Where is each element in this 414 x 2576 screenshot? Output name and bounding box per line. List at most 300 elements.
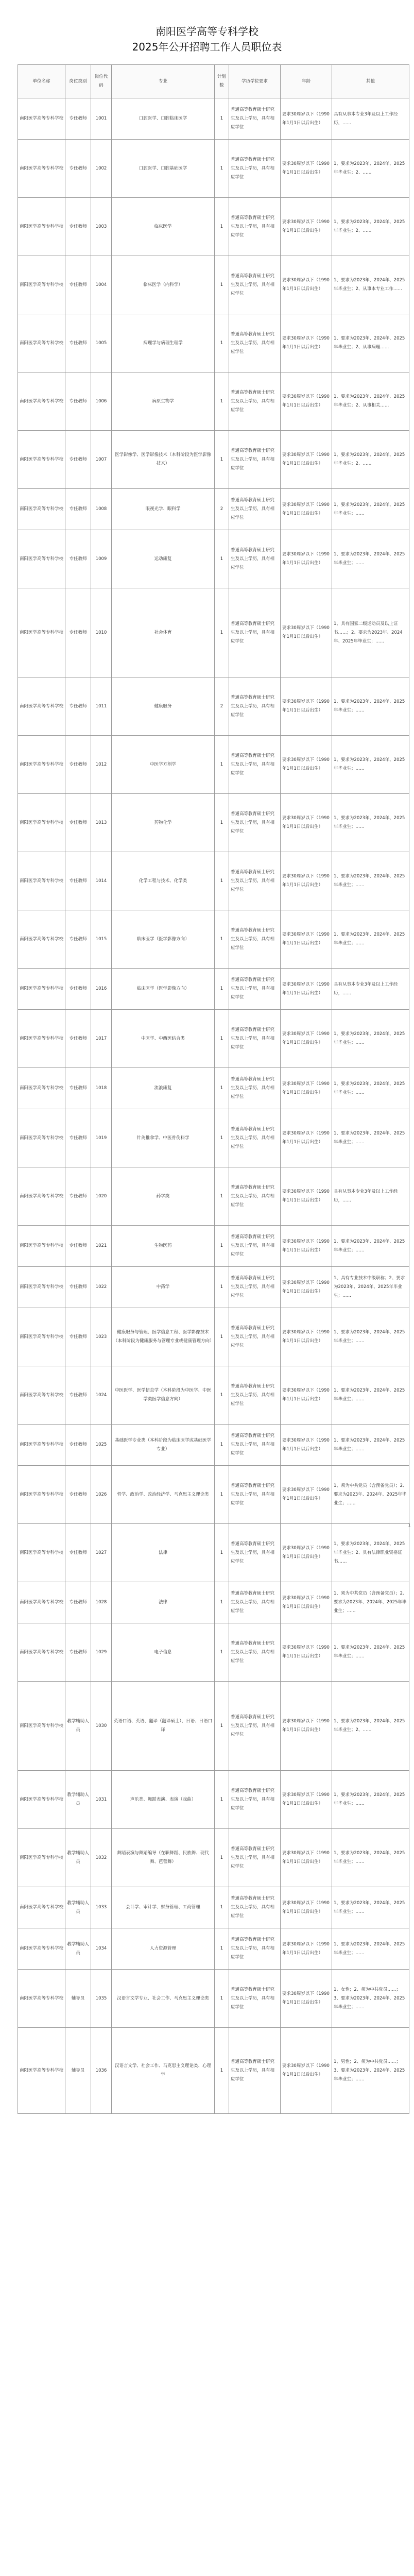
cell-major: 临床医学（内科学） [112, 256, 215, 314]
table-row [18, 1366, 409, 1425]
cell-major: 化学工程与技术、化学类 [112, 852, 215, 910]
cell-education: 普通高等教育硕士研究生及以上学历，具有相应学位 [229, 489, 281, 530]
cell-category: 专任教师 [65, 1267, 91, 1308]
cell-age: 要求30周岁以下（1990年1月1日以后出生） [281, 969, 332, 1010]
cell-age: 要求30周岁以下（1990年1月1日以后出生） [281, 1068, 332, 1109]
cell-age: 要求30周岁以下（1990年1月1日以后出生） [281, 1226, 332, 1267]
cell-major: 汉语言文学专业、社会工作、马克思主义理论类 [112, 1970, 215, 2028]
header-age: 年龄 [281, 65, 332, 98]
cell-unit: 南阳医学高等专科学校 [18, 1970, 65, 2028]
cell-unit: 南阳医学高等专科学校 [18, 1829, 65, 1887]
cell-age: 要求30周岁以下（1990年1月1日以后出生） [281, 1267, 332, 1308]
cell-age: 要求30周岁以下（1990年1月1日以后出生） [281, 677, 332, 736]
cell-unit: 南阳医学高等专科学校 [18, 1366, 65, 1425]
cell-code: 1028 [91, 1582, 112, 1623]
cell-code: 1011 [91, 677, 112, 736]
cell-age: 要求30周岁以下（1990年1月1日以后出生） [281, 1109, 332, 1167]
cell-code: 1019 [91, 1109, 112, 1167]
cell-other: 1、要求为2023年、2024年、2025年毕业生；2、…… [332, 198, 409, 256]
cell-major: 药物化学 [112, 794, 215, 852]
cell-education: 普通高等教育硕士研究生及以上学历，具有相应学位 [229, 1466, 281, 1524]
table-row [18, 1308, 409, 1366]
cell-other: 1、男性；2、须为中共党员……；3、要求为2023年、2024年、2025年毕业生；…… [332, 2028, 409, 2114]
table-row [18, 1226, 409, 1267]
cell-code: 1024 [91, 1366, 112, 1425]
cell-unit: 南阳医学高等专科学校 [18, 1524, 65, 1582]
cell-count: 1 [215, 1109, 229, 1167]
cell-count: 1 [215, 1928, 229, 1970]
cell-education: 普通高等教育硕士研究生及以上学历，具有相应学位 [229, 256, 281, 314]
cell-major: 针灸推拿学、中医骨伤科学 [112, 1109, 215, 1167]
cell-unit: 南阳医学高等专科学校 [18, 910, 65, 969]
cell-category: 教学辅助人员 [65, 1771, 91, 1829]
page-number: 1 [408, 1523, 411, 1528]
cell-major: 电子信息 [112, 1623, 215, 1682]
cell-other: 1、要求为2023年、2024年、2025年毕业生；…… [332, 1623, 409, 1682]
cell-code: 1004 [91, 256, 112, 314]
cell-age: 要求30周岁以下（1990年1月1日以后出生） [281, 588, 332, 677]
cell-other: 1、要求为2023年、2024年、2025年毕业生；…… [332, 1829, 409, 1887]
cell-code: 1030 [91, 1682, 112, 1771]
cell-age: 要求30周岁以下（1990年1月1日以后出生） [281, 1582, 332, 1623]
table-row [18, 1010, 409, 1068]
header-count: 计划数 [215, 65, 229, 98]
cell-count: 1 [215, 1425, 229, 1466]
table-row [18, 1068, 409, 1109]
cell-count: 1 [215, 1068, 229, 1109]
header-other: 其他 [332, 65, 409, 98]
cell-count: 1 [215, 1582, 229, 1623]
cell-unit: 南阳医学高等专科学校 [18, 1167, 65, 1226]
cell-code: 1016 [91, 969, 112, 1010]
table-row [18, 677, 409, 736]
cell-category: 专任教师 [65, 677, 91, 736]
cell-count: 1 [215, 1167, 229, 1226]
header-code: 岗位代码 [91, 65, 112, 98]
table-row [18, 489, 409, 530]
cell-category: 专任教师 [65, 1425, 91, 1466]
cell-education: 普通高等教育硕士研究生及以上学历，具有相应学位 [229, 98, 281, 140]
cell-count: 2 [215, 677, 229, 736]
cell-code: 1017 [91, 1010, 112, 1068]
cell-code: 1013 [91, 794, 112, 852]
cell-code: 1002 [91, 140, 112, 198]
cell-unit: 南阳医学高等专科学校 [18, 1771, 65, 1829]
cell-age: 要求30周岁以下（1990年1月1日以后出生） [281, 1970, 332, 2028]
cell-education: 普通高等教育硕士研究生及以上学历，具有相应学位 [229, 1582, 281, 1623]
cell-code: 1008 [91, 489, 112, 530]
cell-education: 普通高等教育硕士研究生及以上学历，具有相应学位 [229, 1010, 281, 1068]
cell-code: 1003 [91, 198, 112, 256]
cell-education: 普通高等教育硕士研究生及以上学历，具有相应学位 [229, 1425, 281, 1466]
table-row [18, 140, 409, 198]
cell-education: 普通高等教育硕士研究生及以上学历，具有相应学位 [229, 910, 281, 969]
table-body [18, 98, 409, 2114]
cell-category: 教学辅助人员 [65, 1829, 91, 1887]
table-row [18, 910, 409, 969]
cell-other: 具有从事本专业3年及以上工作经历，…… [332, 1167, 409, 1226]
cell-major: 健康服务与管理、医学信息工程、医学影像技术（本科阶段为健康服务与管理专业或健康管理方向） [112, 1308, 215, 1366]
cell-education: 普通高等教育硕士研究生及以上学历，具有相应学位 [229, 1109, 281, 1167]
cell-category: 专任教师 [65, 256, 91, 314]
cell-unit: 南阳医学高等专科学校 [18, 736, 65, 794]
cell-education: 普通高等教育硕士研究生及以上学历，具有相应学位 [229, 1068, 281, 1109]
cell-unit: 南阳医学高等专科学校 [18, 852, 65, 910]
cell-unit: 南阳医学高等专科学校 [18, 1887, 65, 1928]
cell-other: 1、要求为2023年、2024年、2025年毕业生；…… [332, 1366, 409, 1425]
cell-age: 要求30周岁以下（1990年1月1日以后出生） [281, 1829, 332, 1887]
cell-unit: 南阳医学高等专科学校 [18, 256, 65, 314]
cell-unit: 南阳医学高等专科学校 [18, 1010, 65, 1068]
cell-count: 1 [215, 98, 229, 140]
cell-major: 会计学、审计学、财务管理、工商管理 [112, 1887, 215, 1928]
cell-other: 1、要求为2023年、2024年、2025年毕业生；…… [332, 1109, 409, 1167]
cell-other: 1、要求为2023年、2024年、2025年毕业生；…… [332, 1226, 409, 1267]
cell-count: 1 [215, 314, 229, 372]
document-title [0, 24, 414, 55]
cell-category: 专任教师 [65, 98, 91, 140]
cell-major: 声乐类、舞蹈表演、表演（戏曲） [112, 1771, 215, 1829]
cell-count: 1 [215, 1308, 229, 1366]
cell-age: 要求30周岁以下（1990年1月1日以后出生） [281, 530, 332, 588]
cell-count: 1 [215, 1682, 229, 1771]
cell-code: 1025 [91, 1425, 112, 1466]
cell-unit: 南阳医学高等专科学校 [18, 1623, 65, 1682]
cell-age: 要求30周岁以下（1990年1月1日以后出生） [281, 1524, 332, 1582]
cell-education: 普通高等教育硕士研究生及以上学历，具有相应学位 [229, 794, 281, 852]
cell-count: 1 [215, 256, 229, 314]
cell-category: 专任教师 [65, 530, 91, 588]
table-row [18, 1829, 409, 1887]
cell-other: 1、须为中共党员（含预备党员）；2、要求为2023年、2024年、2025年毕业生；…… [332, 1466, 409, 1524]
cell-major: 健康服务 [112, 677, 215, 736]
cell-unit: 南阳医学高等专科学校 [18, 1466, 65, 1524]
cell-major: 中医学、中西医结合类 [112, 1010, 215, 1068]
cell-education: 普通高等教育硕士研究生及以上学历，具有相应学位 [229, 1829, 281, 1887]
cell-age: 要求30周岁以下（1990年1月1日以后出生） [281, 736, 332, 794]
cell-count: 1 [215, 140, 229, 198]
cell-age: 要求30周岁以下（1990年1月1日以后出生） [281, 1366, 332, 1425]
cell-category: 专任教师 [65, 852, 91, 910]
cell-education: 普通高等教育硕士研究生及以上学历，具有相应学位 [229, 588, 281, 677]
cell-major: 舞蹈表演与舞蹈编导（在职舞蹈、民族舞、现代舞、芭蕾舞） [112, 1829, 215, 1887]
cell-code: 1033 [91, 1887, 112, 1928]
cell-unit: 南阳医学高等专科学校 [18, 1068, 65, 1109]
cell-major: 中药学 [112, 1267, 215, 1308]
table-row [18, 431, 409, 489]
cell-age: 要求30周岁以下（1990年1月1日以后出生） [281, 794, 332, 852]
cell-age: 要求30周岁以下（1990年1月1日以后出生） [281, 1010, 332, 1068]
cell-other: 1、具有专业技术中级职称；2、要求为2023年、2024年、2025年毕业生；…… [332, 1267, 409, 1308]
cell-education: 普通高等教育硕士研究生及以上学历，具有相应学位 [229, 530, 281, 588]
table-row [18, 794, 409, 852]
cell-other: 1、要求为2023年、2024年、2025年毕业生；2、…… [332, 431, 409, 489]
cell-unit: 南阳医学高等专科学校 [18, 588, 65, 677]
cell-unit: 南阳医学高等专科学校 [18, 1582, 65, 1623]
table-row [18, 1425, 409, 1466]
cell-major: 中医学方剂学 [112, 736, 215, 794]
cell-count: 1 [215, 198, 229, 256]
cell-education: 普通高等教育硕士研究生及以上学历，具有相应学位 [229, 198, 281, 256]
cell-education: 普通高等教育硕士研究生及以上学历，具有相应学位 [229, 1623, 281, 1682]
cell-code: 1009 [91, 530, 112, 588]
cell-education: 普通高等教育硕士研究生及以上学历，具有相应学位 [229, 1267, 281, 1308]
cell-major: 中医医学、医学信息学（本科阶段为中医学、中医学类医学信息方向） [112, 1366, 215, 1425]
table-row [18, 372, 409, 431]
table-row [18, 1887, 409, 1928]
position-table [18, 64, 409, 2114]
cell-count: 1 [215, 852, 229, 910]
table-row [18, 1771, 409, 1829]
cell-code: 1023 [91, 1308, 112, 1366]
cell-unit: 南阳医学高等专科学校 [18, 1267, 65, 1308]
cell-major: 临床医学（医学影像方向） [112, 969, 215, 1010]
cell-count: 1 [215, 1267, 229, 1308]
cell-other: 1、要求为2023年、2024年、2025年毕业生；2、从事相关…… [332, 372, 409, 431]
cell-category: 专任教师 [65, 910, 91, 969]
cell-unit: 南阳医学高等专科学校 [18, 1928, 65, 1970]
table-row [18, 1267, 409, 1308]
cell-unit: 南阳医学高等专科学校 [18, 1226, 65, 1267]
cell-other: 1、具有国家二级运动员及以上证书……；2、要求为2023年、2024年、2025年毕业生；…… [332, 588, 409, 677]
cell-count: 1 [215, 1010, 229, 1068]
cell-age: 要求30周岁以下（1990年1月1日以后出生） [281, 1928, 332, 1970]
cell-code: 1029 [91, 1623, 112, 1682]
table-row [18, 588, 409, 677]
cell-age: 要求30周岁以下（1990年1月1日以后出生） [281, 489, 332, 530]
cell-code: 1018 [91, 1068, 112, 1109]
header-category: 岗位类别 [65, 65, 91, 98]
cell-education: 普通高等教育硕士研究生及以上学历，具有相应学位 [229, 1771, 281, 1829]
cell-unit: 南阳医学高等专科学校 [18, 2028, 65, 2114]
cell-other: 1、要求为2023年、2024年、2025年毕业生；…… [332, 1887, 409, 1928]
cell-code: 1035 [91, 1970, 112, 2028]
cell-other: 1、要求为2023年、2024年、2025年毕业生；…… [332, 489, 409, 530]
cell-other: 1、要求为2023年、2024年、2025年毕业生；…… [332, 1068, 409, 1109]
cell-count: 1 [215, 372, 229, 431]
cell-code: 1007 [91, 431, 112, 489]
cell-count: 1 [215, 1829, 229, 1887]
cell-category: 教学辅助人员 [65, 1928, 91, 1970]
cell-count: 1 [215, 1466, 229, 1524]
cell-category: 专任教师 [65, 969, 91, 1010]
cell-age: 要求30周岁以下（1990年1月1日以后出生） [281, 1425, 332, 1466]
cell-category: 专任教师 [65, 1582, 91, 1623]
header-major: 专业 [112, 65, 215, 98]
cell-count: 1 [215, 969, 229, 1010]
table-row [18, 98, 409, 140]
cell-education: 普通高等教育硕士研究生及以上学历，具有相应学位 [229, 852, 281, 910]
cell-age: 要求30周岁以下（1990年1月1日以后出生） [281, 98, 332, 140]
cell-major: 法律 [112, 1524, 215, 1582]
cell-count: 1 [215, 1623, 229, 1682]
cell-major: 法律 [112, 1582, 215, 1623]
cell-unit: 南阳医学高等专科学校 [18, 98, 65, 140]
cell-count: 1 [215, 1771, 229, 1829]
cell-count: 2 [215, 489, 229, 530]
cell-unit: 南阳医学高等专科学校 [18, 140, 65, 198]
cell-education: 普通高等教育硕士研究生及以上学历，具有相应学位 [229, 1308, 281, 1366]
cell-code: 1010 [91, 588, 112, 677]
cell-code: 1005 [91, 314, 112, 372]
table-row [18, 1109, 409, 1167]
cell-major: 流浪康复 [112, 1068, 215, 1109]
cell-category: 专任教师 [65, 1226, 91, 1267]
cell-education: 普通高等教育硕士研究生及以上学历，具有相应学位 [229, 431, 281, 489]
cell-education: 普通高等教育硕士研究生及以上学历，具有相应学位 [229, 677, 281, 736]
cell-age: 要求30周岁以下（1990年1月1日以后出生） [281, 1167, 332, 1226]
cell-code: 1015 [91, 910, 112, 969]
cell-education: 普通高等教育硕士研究生及以上学历，具有相应学位 [229, 140, 281, 198]
cell-other: 1、要求为2023年、2024年、2025年毕业生；…… [332, 852, 409, 910]
cell-other: 1、要求为2023年、2024年、2025年毕业生；…… [332, 794, 409, 852]
cell-unit: 南阳医学高等专科学校 [18, 677, 65, 736]
cell-major: 临床医学（医学影像方向） [112, 910, 215, 969]
cell-major: 药学类 [112, 1167, 215, 1226]
cell-age: 要求30周岁以下（1990年1月1日以后出生） [281, 852, 332, 910]
cell-age: 要求30周岁以下（1990年1月1日以后出生） [281, 1308, 332, 1366]
cell-age: 要求30周岁以下（1990年1月1日以后出生） [281, 431, 332, 489]
cell-other: 1、要求为2023年、2024年、2025年毕业生；…… [332, 1010, 409, 1068]
cell-education: 普通高等教育硕士研究生及以上学历，具有相应学位 [229, 736, 281, 794]
cell-unit: 南阳医学高等专科学校 [18, 198, 65, 256]
cell-category: 教学辅助人员 [65, 1682, 91, 1771]
cell-unit: 南阳医学高等专科学校 [18, 969, 65, 1010]
table-row [18, 969, 409, 1010]
table-row [18, 1466, 409, 1524]
cell-major: 人力资源管理 [112, 1928, 215, 1970]
cell-other: 1、要求为2023年、2024年、2025年毕业生；…… [332, 530, 409, 588]
title-line-school: 南阳医学高等专科学校 [156, 25, 258, 38]
cell-education: 普通高等教育硕士研究生及以上学历，具有相应学位 [229, 1167, 281, 1226]
cell-other: 1、要求为2023年、2024年、2025年毕业生；2、从事病理…… [332, 314, 409, 372]
cell-code: 1020 [91, 1167, 112, 1226]
cell-code: 1014 [91, 852, 112, 910]
position-table-wrapper [18, 64, 409, 2114]
title-line-heading: 2025年公开招聘工作人员职位表 [132, 41, 282, 53]
cell-count: 1 [215, 530, 229, 588]
cell-unit: 南阳医学高等专科学校 [18, 489, 65, 530]
cell-code: 1001 [91, 98, 112, 140]
cell-education: 普通高等教育硕士研究生及以上学历，具有相应学位 [229, 372, 281, 431]
cell-major: 医学影像学、医学影像技术（本科阶段为医学影像技术） [112, 431, 215, 489]
table-row [18, 314, 409, 372]
cell-other: 1、要求为2023年、2024年、2025年毕业生；…… [332, 1425, 409, 1466]
cell-category: 辅导员 [65, 2028, 91, 2114]
cell-other: 1、要求为2023年、2024年、2025年毕业生；…… [332, 910, 409, 969]
cell-age: 要求30周岁以下（1990年1月1日以后出生） [281, 910, 332, 969]
cell-category: 专任教师 [65, 794, 91, 852]
cell-age: 要求30周岁以下（1990年1月1日以后出生） [281, 140, 332, 198]
cell-code: 1021 [91, 1226, 112, 1267]
cell-category: 专任教师 [65, 198, 91, 256]
table-row [18, 198, 409, 256]
cell-category: 专任教师 [65, 1524, 91, 1582]
cell-age: 要求30周岁以下（1990年1月1日以后出生） [281, 1887, 332, 1928]
cell-category: 教学辅助人员 [65, 1887, 91, 1928]
table-row [18, 1928, 409, 1970]
cell-education: 普通高等教育硕士研究生及以上学历，具有相应学位 [229, 2028, 281, 2114]
cell-major: 汉语言文学、社会工作、马克思主义理论类、心理学 [112, 2028, 215, 2114]
cell-major: 生物医药 [112, 1226, 215, 1267]
table-row [18, 1582, 409, 1623]
cell-education: 普通高等教育硕士研究生及以上学历，具有相应学位 [229, 1366, 281, 1425]
cell-major: 病理学与病理生理学 [112, 314, 215, 372]
cell-education: 普通高等教育硕士研究生及以上学历，具有相应学位 [229, 1970, 281, 2028]
cell-other: 1、要求为2023年、2024年、2025年毕业生；2、…… [332, 140, 409, 198]
cell-age: 要求30周岁以下（1990年1月1日以后出生） [281, 198, 332, 256]
cell-age: 要求30周岁以下（1990年1月1日以后出生） [281, 1623, 332, 1682]
cell-count: 1 [215, 431, 229, 489]
cell-code: 1012 [91, 736, 112, 794]
table-header-row [18, 65, 409, 98]
cell-major: 病原生物学 [112, 372, 215, 431]
cell-major: 运动康复 [112, 530, 215, 588]
cell-code: 1026 [91, 1466, 112, 1524]
cell-code: 1027 [91, 1524, 112, 1582]
cell-other: 1、要求为2023年、2024年、2025年毕业生；…… [332, 736, 409, 794]
cell-education: 普通高等教育硕士研究生及以上学历，具有相应学位 [229, 314, 281, 372]
cell-unit: 南阳医学高等专科学校 [18, 1308, 65, 1366]
cell-other: 1、要求为2023年、2024年、2025年毕业生；…… [332, 1928, 409, 1970]
cell-category: 辅导员 [65, 1970, 91, 2028]
cell-major: 英语口语、英语、翻译（翻译硕士）、日语、日语口译 [112, 1682, 215, 1771]
table-row [18, 256, 409, 314]
cell-code: 1034 [91, 1928, 112, 1970]
cell-category: 专任教师 [65, 1109, 91, 1167]
cell-code: 1032 [91, 1829, 112, 1887]
cell-category: 专任教师 [65, 736, 91, 794]
cell-unit: 南阳医学高等专科学校 [18, 1109, 65, 1167]
cell-count: 1 [215, 910, 229, 969]
cell-education: 普通高等教育硕士研究生及以上学历，具有相应学位 [229, 1928, 281, 1970]
cell-age: 要求30周岁以下（1990年1月1日以后出生） [281, 314, 332, 372]
cell-unit: 南阳医学高等专科学校 [18, 1425, 65, 1466]
cell-other: 1、女性；2、须为中共党员……；3、要求为2023年、2024年、2025年毕业生；…… [332, 1970, 409, 2028]
cell-other: 具有从事本专业3年及以上工作经历，…… [332, 98, 409, 140]
cell-code: 1031 [91, 1771, 112, 1829]
cell-other: 1、要求为2023年、2024年、2025年毕业生；…… [332, 677, 409, 736]
cell-other: 1、要求为2023年、2024年、2025年毕业生；2、…… [332, 1682, 409, 1771]
cell-count: 1 [215, 736, 229, 794]
cell-category: 专任教师 [65, 314, 91, 372]
cell-age: 要求30周岁以下（1990年1月1日以后出生） [281, 256, 332, 314]
cell-code: 1006 [91, 372, 112, 431]
cell-age: 要求30周岁以下（1990年1月1日以后出生） [281, 372, 332, 431]
table-row [18, 1524, 409, 1582]
cell-age: 要求30周岁以下（1990年1月1日以后出生） [281, 1466, 332, 1524]
header-unit: 单位名称 [18, 65, 65, 98]
cell-education: 普通高等教育硕士研究生及以上学历，具有相应学位 [229, 1887, 281, 1928]
cell-other: 具有从事本专业3年及以上工作经历，…… [332, 969, 409, 1010]
cell-count: 1 [215, 2028, 229, 2114]
cell-major: 临床医学 [112, 198, 215, 256]
cell-education: 普通高等教育硕士研究生及以上学历，具有相应学位 [229, 969, 281, 1010]
cell-major: 基础医学专业类（本科阶段为临床医学或基础医学专业） [112, 1425, 215, 1466]
cell-count: 1 [215, 1366, 229, 1425]
cell-code: 1036 [91, 2028, 112, 2114]
table-row [18, 1167, 409, 1226]
cell-category: 专任教师 [65, 1167, 91, 1226]
cell-unit: 南阳医学高等专科学校 [18, 372, 65, 431]
table-row [18, 2028, 409, 2114]
cell-unit: 南阳医学高等专科学校 [18, 794, 65, 852]
cell-count: 1 [215, 1970, 229, 2028]
cell-major: 社会体育 [112, 588, 215, 677]
cell-unit: 南阳医学高等专科学校 [18, 314, 65, 372]
cell-age: 要求30周岁以下（1990年1月1日以后出生） [281, 1682, 332, 1771]
cell-age: 要求30周岁以下（1990年1月1日以后出生） [281, 1771, 332, 1829]
